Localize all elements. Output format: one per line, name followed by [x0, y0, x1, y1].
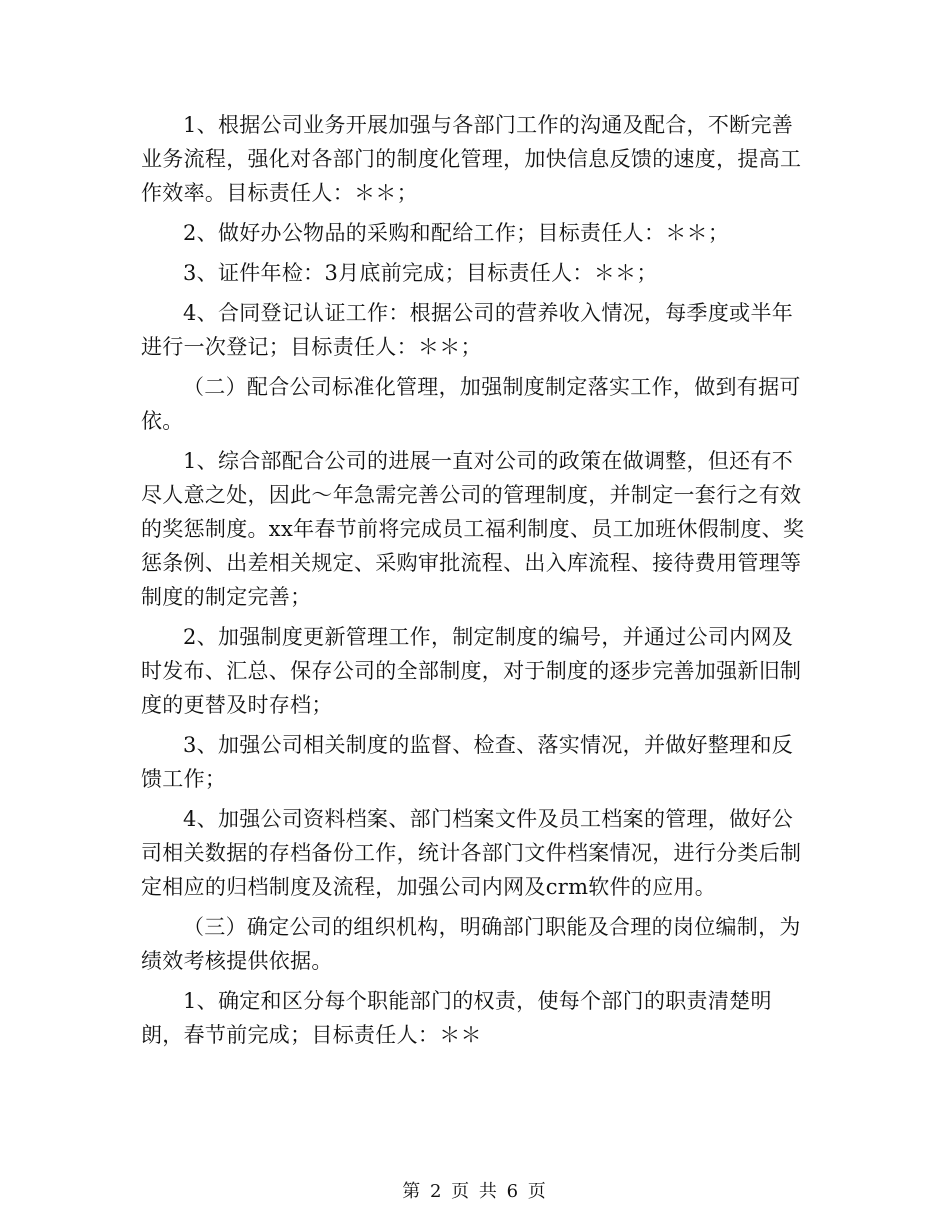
- paragraph-4: 4、合同登记认证工作：根据公司的营养收入情况，每季度或半年进行一次登记；目标责任人：＊＊；: [141, 301, 794, 359]
- section-heading-2: （二）配合公司标准化管理，加强制度制定落实工作，做到有据可依。: [141, 375, 801, 433]
- paragraph-8: 4、加强公司资料档案、部门档案文件及员工档案的管理，做好公司相关数据的存档备份工作，统计各部门文件档案情况，进行分类后制定相应的归档制度及流程，加强公司内网及crm软件的应用。: [141, 807, 802, 899]
- paragraph-7: 3、加强公司相关制度的监督、检查、落实情况，并做好整理和反馈工作；: [141, 733, 794, 791]
- section-heading-3: （三）确定公司的组织机构，明确部门职能及合理的岗位编制，为绩效考核提供依据。: [141, 915, 801, 973]
- paragraph-6: 2、加强制度更新管理工作，制定制度的编号，并通过公司内网及时发布、汇总、保存公司的全部制度，对于制度的逐步完善加强新旧制度的更替及时存档；: [141, 625, 802, 717]
- paragraph-2: 2、做好办公物品的采购和配给工作；目标责任人：＊＊；: [183, 221, 730, 245]
- page-number-footer: 第 2 页 共 6 页: [402, 1181, 548, 1202]
- document-body: [141, 108, 811, 1058]
- paragraph-3: 3、证件年检：3月底前完成；目标责任人：＊＊；: [183, 261, 658, 285]
- paragraph-5: 1、综合部配合公司的进展一直对公司的政策在做调整，但还有不尽人意之处，因此～年急需完善公司的管理制度，并制定一套行之有效的奖惩制度。xx年春节前将完成员工福利制度、员工加班休假制度、奖惩条例、出差相关规定、采购审批流程、出入库流程、接待费用管理等制度的制定完善；: [141, 449, 805, 609]
- paragraph-9: 1、确定和区分每个职能部门的权责，使每个部门的职责清楚明朗，春节前完成；目标责任人：＊＊: [141, 989, 772, 1047]
- paragraph-1: 1、根据公司业务开展加强与各部门工作的沟通及配合，不断完善业务流程，强化对各部门的制度化管理，加快信息反馈的速度，提高工作效率。目标责任人：＊＊；: [141, 113, 802, 205]
